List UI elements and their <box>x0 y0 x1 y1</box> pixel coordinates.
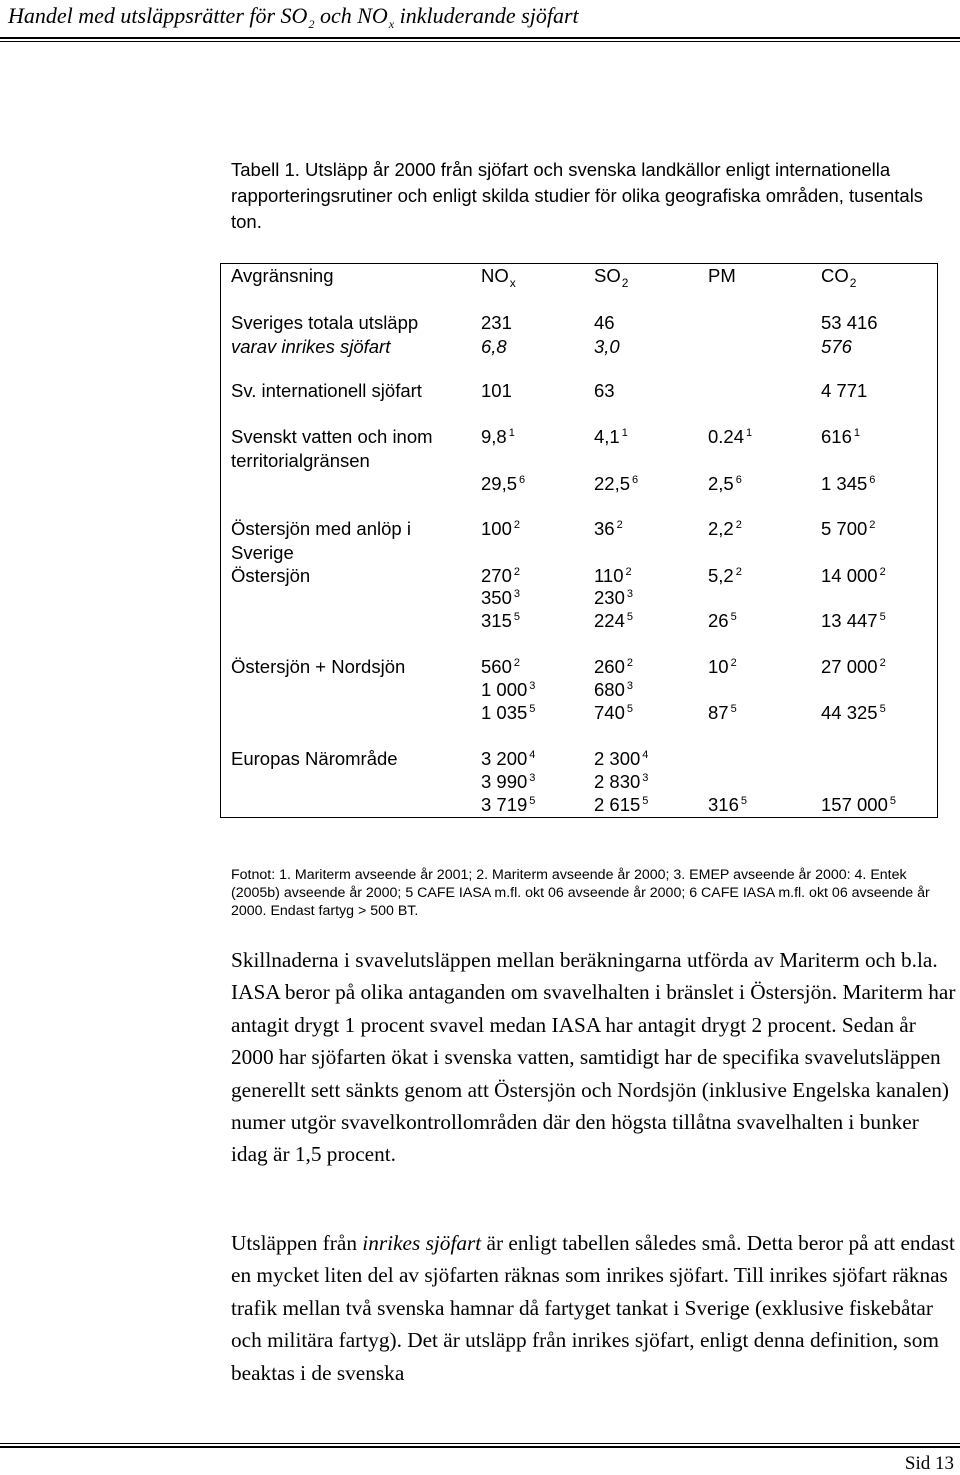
row-label: Sveriges totala utsläpp <box>231 312 419 333</box>
cell-pm: 26 $^5$ <box>708 610 737 631</box>
cell-pm: 0.24 $^1$ <box>708 426 753 447</box>
body-paragraph: Utsläppen från inrikes sjöfart är enligt tabellen således små. Detta beror på att endast en mycket liten del av sjöfarten räknas som inrikes sjöfart. Till inrikes sjöfart räknas trafik mellan två svenska hamnar då fartyget tankat i Sverige (exklusive fiskebåtar och militära fartyg). Det är utsläpp från inrikes sjöfart, enligt denna definition, som beaktas i de svenska <box>231 1231 955 1385</box>
cell-so2: 2 615 $^5$ <box>594 794 649 815</box>
row-label: Östersjön <box>231 565 311 586</box>
cell-co2: 616 $^1$ <box>821 426 860 447</box>
row-label: Svenskt vatten och inom <box>231 426 433 447</box>
cell-pm: 87 $^5$ <box>708 702 737 723</box>
cell-so2: 224 $^5$ <box>594 610 633 631</box>
cell-pm: 316 $^5$ <box>708 794 747 815</box>
cell-co2: 4 771 <box>821 380 868 401</box>
cell-so2: 260 $^2$ <box>594 656 633 677</box>
cell-nox: 6,8 <box>481 336 507 357</box>
row-label: Sverige <box>231 542 294 563</box>
table-header-so2: $SO_2$ <box>594 265 629 290</box>
cell-pm: 5,2 $^2$ <box>708 565 742 586</box>
cell-co2: 44 325 $^5$ <box>821 702 886 723</box>
cell-so2: 110 $^2$ <box>594 565 632 586</box>
cell-co2: 1 345 $^6$ <box>821 473 876 494</box>
cell-nox: 1 035 $^5$ <box>481 702 536 723</box>
row-label: varav inrikes sjöfart <box>231 336 391 357</box>
table-header-co2: $CO_2$ <box>821 265 857 290</box>
cell-nox: 100 $^2$ <box>481 518 520 539</box>
cell-so2: 4,1 $^1$ <box>594 426 628 447</box>
table-header-pm: PM <box>708 265 736 286</box>
cell-nox: 560 $^2$ <box>481 656 520 677</box>
row-label: Europas Närområde <box>231 748 398 769</box>
cell-so2: 2 830 $^3$ <box>594 771 649 792</box>
cell-co2: 27 000 $^2$ <box>821 656 886 677</box>
header-title: Handel med utsläppsrätter för $SO_2$ och $NO_x$ inkluderande sjöfart <box>8 3 579 32</box>
cell-nox: 350 $^3$ <box>481 587 520 608</box>
row-label: territorialgränsen <box>231 450 370 471</box>
table-header-nox: $NO_x$ <box>481 265 516 290</box>
table-caption: Tabell 1. Utsläpp år 2000 från sjöfart och svenska landkällor enligt internationella rapporteringsrutiner och enligt skilda studier för olika geografiska områden, tusentals ton. <box>231 159 924 232</box>
table-header-region: Avgränsning <box>231 265 334 286</box>
footer-rule <box>0 1443 960 1444</box>
cell-nox: 315 $^5$ <box>481 610 520 631</box>
row-label: Östersjön + Nordsjön <box>231 656 406 677</box>
cell-pm: 2,5 $^6$ <box>708 473 742 494</box>
cell-nox: 231 <box>481 312 512 333</box>
cell-co2: 14 000 $^2$ <box>821 565 886 586</box>
row-label: Sv. internationell sjöfart <box>231 380 422 401</box>
cell-so2: 740 $^5$ <box>594 702 633 723</box>
footer-rule <box>0 1446 960 1448</box>
cell-nox: 3 200 $^4$ <box>481 748 536 769</box>
body-paragraph: Skillnaderna i svavelutsläppen mellan beräkningarna utförda av Mariterm och b.la. IASA beror på olika antaganden om svavelhalten i bränslet i Östersjön. Mariterm har antagit drygt 1 procent svavel medan IASA har antagit drygt 2 procent. Sedan år 2000 har sjöfarten ökat i svenska vatten, samtidigt har de specifika svavelutsläppen generellt sett sänkts genom att Östersjön och Nordsjön (inklusive Engelska kanalen) numer utgör svavelkontrollområden där den högsta tillåtna svavelhalten i bunker idag är 1,5 procent. <box>231 948 956 1167</box>
cell-co2: 53 416 <box>821 312 878 333</box>
page-number: Sid 13 <box>904 1453 954 1474</box>
table-footnote: Fotnot: 1. Mariterm avseende år 2001; 2. Mariterm avseende år 2000; 3. EMEP avseende år 2000: 4. Entek (2005b) avseende år 2000; 5 CAFE IASA m.fl. okt 06 avseende år 2000; 6 CAFE IASA m.fl. okt 06 avseende år 2000. Endast fartyg > 500 BT. <box>231 867 930 919</box>
cell-nox: 29,5 $^6$ <box>481 473 526 494</box>
cell-so2: 46 <box>594 312 615 333</box>
cell-so2: 230 $^3$ <box>594 587 633 608</box>
cell-so2: 22,5 $^6$ <box>594 473 639 494</box>
row-label: Östersjön med anlöp i <box>231 518 411 539</box>
cell-so2: 3,0 <box>594 336 620 357</box>
cell-co2: 5 700 $^2$ <box>821 518 876 539</box>
cell-so2: 2 300 $^4$ <box>594 748 649 769</box>
page-header <box>0 0 960 36</box>
cell-nox: 270 $^2$ <box>481 565 520 586</box>
cell-co2: 157 000 $^5$ <box>821 794 896 815</box>
cell-co2: 13 447 $^5$ <box>821 610 886 631</box>
cell-pm: 2,2 $^2$ <box>708 518 742 539</box>
cell-nox: 3 719 $^5$ <box>481 794 536 815</box>
cell-so2: 680 $^3$ <box>594 679 633 700</box>
cell-nox: 101 <box>481 380 512 401</box>
cell-so2: 63 <box>594 380 615 401</box>
cell-nox: 9,8 $^1$ <box>481 426 515 447</box>
header-rule <box>0 37 960 39</box>
cell-co2: 576 <box>821 336 852 357</box>
cell-pm: 10 $^2$ <box>708 656 737 677</box>
cell-nox: 1 000 $^3$ <box>481 679 536 700</box>
cell-nox: 3 990 $^3$ <box>481 771 536 792</box>
cell-so2: 36 $^2$ <box>594 518 623 539</box>
header-rule <box>0 41 960 42</box>
